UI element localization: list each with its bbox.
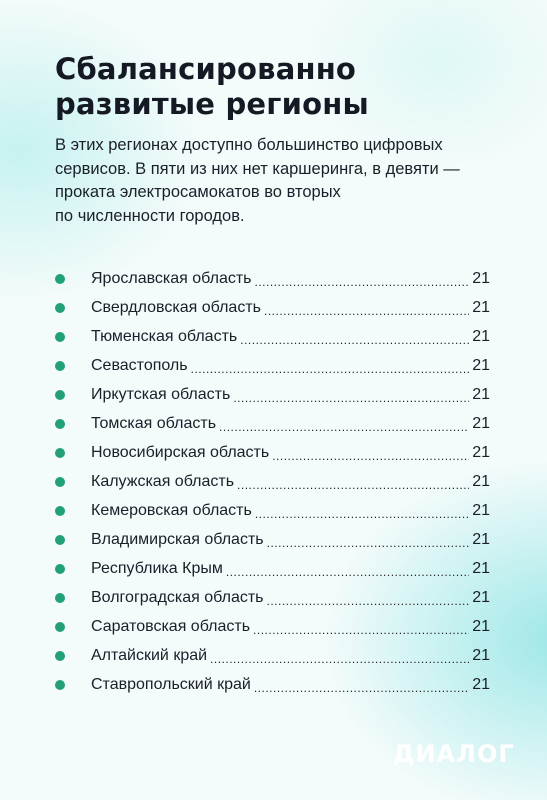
intro-line-2: сервисов. В пяти из них нет каршеринга, в девяти — bbox=[55, 159, 460, 178]
region-name: Свердловская область bbox=[91, 298, 261, 316]
region-value: 21 bbox=[472, 385, 490, 403]
region-value: 21 bbox=[472, 269, 490, 287]
region-value: 21 bbox=[472, 646, 490, 664]
region-name: Севастополь bbox=[91, 356, 188, 374]
region-value: 21 bbox=[472, 588, 490, 606]
region-value: 21 bbox=[472, 675, 490, 693]
region-value: 21 bbox=[472, 443, 490, 461]
region-value: 21 bbox=[472, 414, 490, 432]
dot-leader bbox=[267, 534, 470, 552]
dot-leader bbox=[233, 389, 469, 407]
bullet-dot-icon bbox=[55, 332, 65, 342]
intro-line-4: по численности городов. bbox=[55, 206, 245, 225]
dot-leader bbox=[210, 650, 469, 668]
intro-line-3: проката электросамокатов во вторых bbox=[55, 183, 341, 201]
list-item bbox=[55, 612, 490, 641]
bullet-dot-icon bbox=[55, 361, 65, 371]
dot-leader bbox=[254, 679, 469, 697]
dot-leader bbox=[267, 592, 470, 610]
bullet-dot-icon bbox=[55, 419, 65, 429]
bullet-dot-icon bbox=[55, 680, 65, 690]
list-item bbox=[55, 409, 490, 438]
list-item bbox=[55, 438, 490, 467]
region-name: Владимирская область bbox=[91, 530, 264, 548]
region-name: Волгоградская область bbox=[91, 588, 264, 606]
region-name: Кемеровская область bbox=[91, 501, 252, 519]
dot-leader bbox=[191, 360, 470, 378]
bullet-dot-icon bbox=[55, 535, 65, 545]
title-line-1: Сбалансированно bbox=[55, 52, 357, 86]
bullet-dot-icon bbox=[55, 506, 65, 516]
bullet-dot-icon bbox=[55, 622, 65, 632]
intro-line-1: В этих регионах доступно большинство цифровых bbox=[55, 136, 443, 154]
list-item bbox=[55, 525, 490, 554]
list-item bbox=[55, 670, 490, 699]
list-item bbox=[55, 264, 490, 293]
bullet-dot-icon bbox=[55, 390, 65, 400]
region-name: Ставропольский край bbox=[91, 675, 251, 693]
region-value: 21 bbox=[472, 327, 490, 345]
region-value: 21 bbox=[472, 472, 490, 490]
bullet-dot-icon bbox=[55, 593, 65, 603]
region-name: Томская область bbox=[91, 414, 217, 432]
list-item bbox=[55, 496, 490, 525]
region-name: Калужская область bbox=[91, 472, 235, 490]
list-item bbox=[55, 322, 490, 351]
region-name: Новосибирская область bbox=[91, 443, 270, 461]
list-item bbox=[55, 554, 490, 583]
list-item bbox=[55, 351, 490, 380]
dot-leader bbox=[255, 505, 469, 523]
region-name: Республика Крым bbox=[91, 559, 223, 577]
dot-leader bbox=[237, 476, 469, 494]
bullet-dot-icon bbox=[55, 477, 65, 487]
page-title bbox=[55, 52, 369, 122]
dot-leader bbox=[253, 621, 469, 639]
list-item bbox=[55, 641, 490, 670]
title-line-2: развитые регионы bbox=[55, 87, 369, 121]
region-value: 21 bbox=[472, 559, 490, 577]
region-name: Тюменская область bbox=[91, 327, 238, 345]
list-item bbox=[55, 380, 490, 409]
region-value: 21 bbox=[472, 298, 490, 316]
bullet-dot-icon bbox=[55, 303, 65, 313]
region-value: 21 bbox=[472, 356, 490, 374]
bullet-dot-icon bbox=[55, 564, 65, 574]
dot-leader bbox=[255, 273, 470, 291]
region-list bbox=[55, 264, 490, 699]
region-name: Алтайский край bbox=[91, 646, 208, 664]
region-value: 21 bbox=[472, 501, 490, 519]
intro-paragraph bbox=[55, 134, 495, 228]
region-value: 21 bbox=[472, 530, 490, 548]
list-item bbox=[55, 467, 490, 496]
bullet-dot-icon bbox=[55, 274, 65, 284]
bullet-dot-icon bbox=[55, 448, 65, 458]
dot-leader bbox=[240, 331, 469, 349]
dot-leader bbox=[219, 418, 469, 436]
dot-leader bbox=[264, 302, 469, 320]
region-name: Иркутская область bbox=[91, 385, 231, 403]
list-item bbox=[55, 293, 490, 322]
region-value: 21 bbox=[472, 617, 490, 635]
region-name: Ярославская область bbox=[91, 269, 252, 287]
region-name: Саратовская область bbox=[91, 617, 251, 635]
bullet-dot-icon bbox=[55, 651, 65, 661]
brand-logo: ДИАЛОГ bbox=[393, 740, 515, 768]
list-item bbox=[55, 583, 490, 612]
dot-leader bbox=[272, 447, 469, 465]
dot-leader bbox=[226, 563, 469, 581]
